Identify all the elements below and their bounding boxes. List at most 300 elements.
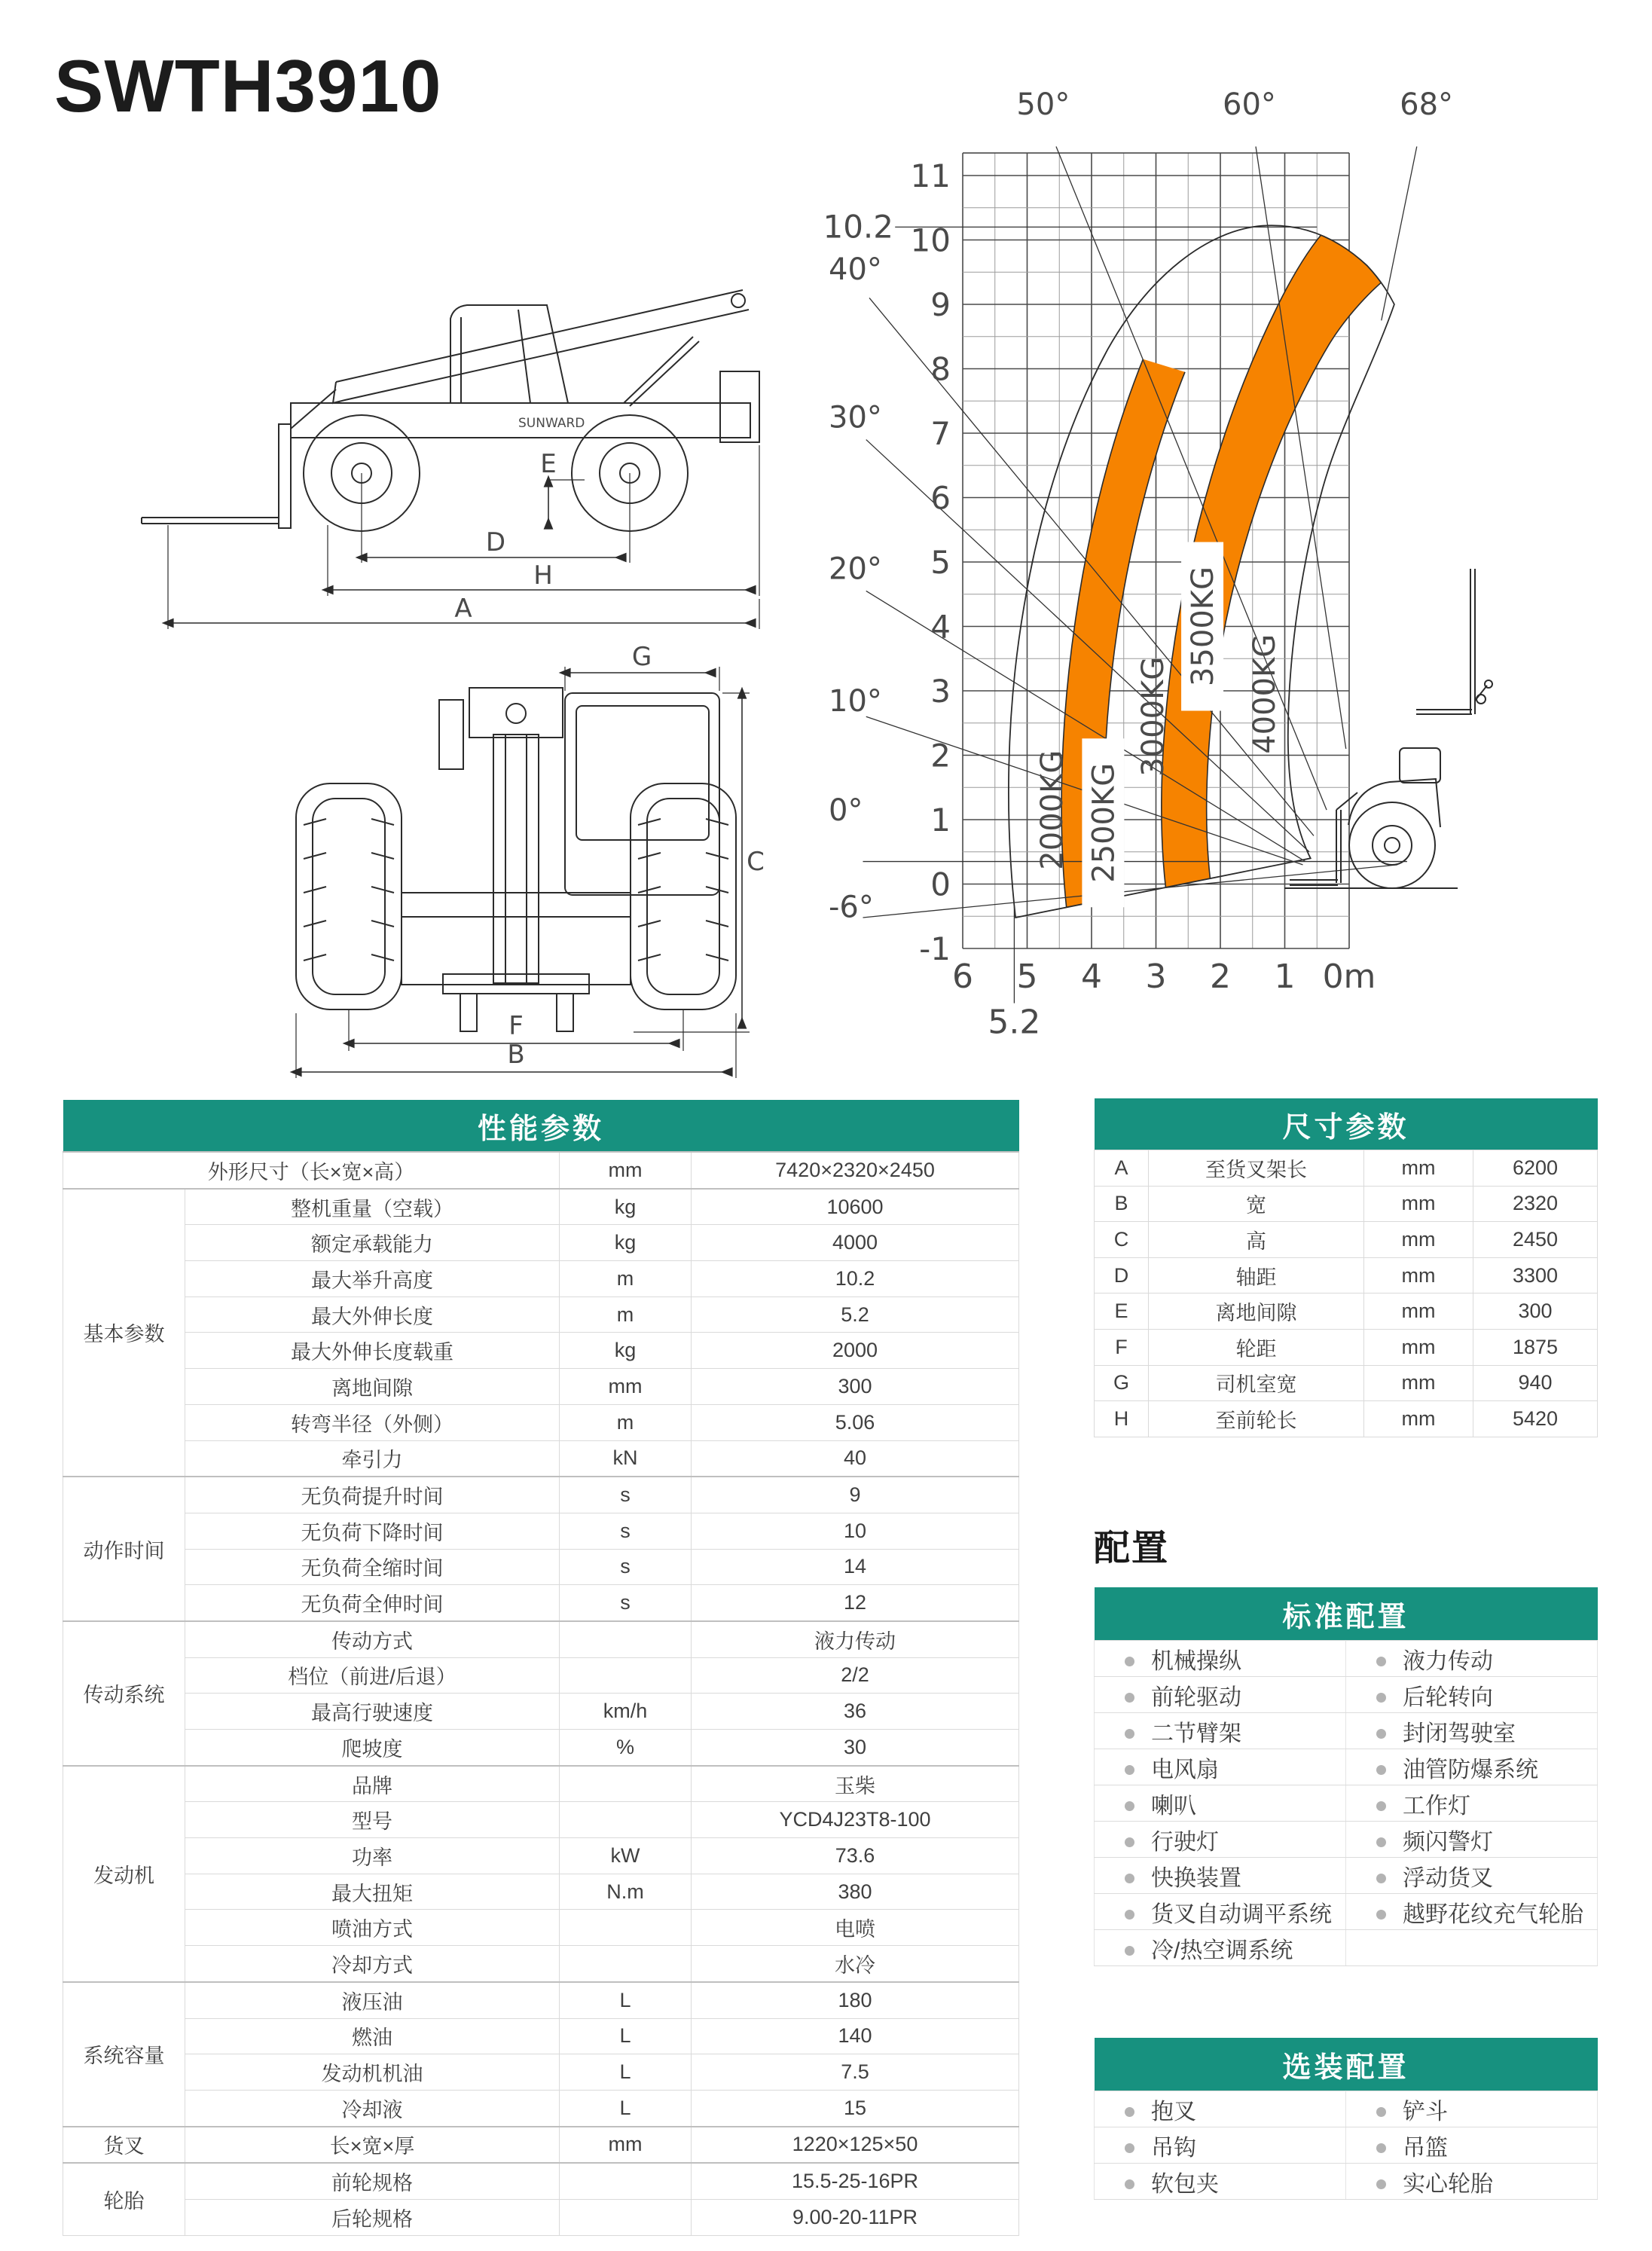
config-item-label: 软包夹 [1151, 2171, 1219, 2197]
param-value: 玉柴 [692, 1766, 1019, 1802]
param-name: 长×宽×厚 [185, 2127, 560, 2164]
dim-letter: E [1095, 1293, 1149, 1330]
bullet-icon [1125, 1910, 1134, 1920]
table-row [63, 1766, 1019, 1802]
param-value: 15 [692, 2090, 1019, 2126]
side-view-drawing [96, 177, 774, 637]
param-value: 水冷 [692, 1946, 1019, 1982]
config-item [1095, 2164, 1346, 2200]
fork-icon [1416, 569, 1492, 714]
config-item [1095, 2091, 1346, 2127]
param-unit: mm [560, 1369, 692, 1405]
bullet-icon [1125, 2107, 1134, 2117]
table-row [63, 1477, 1019, 1513]
config-item [1346, 2164, 1598, 2200]
config-item [1346, 1894, 1598, 1930]
dim-letter: B [1095, 1186, 1149, 1222]
dim-name: 离地间隙 [1149, 1293, 1364, 1330]
param-value: 380 [692, 1874, 1019, 1910]
table-row [63, 1297, 1019, 1333]
zone-label: 2500KG [1086, 762, 1122, 883]
angle-label: 30° [829, 400, 882, 435]
optional-config-title: 选装配置 [1095, 2038, 1598, 2091]
dim-value: 5420 [1473, 1401, 1598, 1437]
config-item [1346, 1641, 1598, 1677]
dim-name: 司机室宽 [1149, 1365, 1364, 1401]
bullet-icon [1125, 1729, 1134, 1739]
param-value: 10.2 [692, 1261, 1019, 1297]
dim-label: E [540, 449, 557, 479]
dim-unit: mm [1364, 1365, 1473, 1401]
param-name: 无负荷下降时间 [185, 1513, 560, 1549]
table-row [63, 2127, 1019, 2164]
table-row [1095, 1150, 1598, 1187]
angle-label: 20° [829, 551, 882, 587]
param-unit [560, 1802, 692, 1838]
config-item-label: 吊篮 [1403, 2135, 1448, 2161]
dim-label: F [508, 1011, 524, 1041]
bullet-icon [1376, 2143, 1386, 2153]
y-tick-label: 1 [930, 802, 951, 838]
y-tick-label: -1 [919, 930, 951, 967]
param-unit: L [560, 2018, 692, 2054]
param-name: 品牌 [185, 1766, 560, 1802]
config-item [1346, 1749, 1598, 1785]
param-unit: m [560, 1404, 692, 1440]
param-name: 最大外伸长度载重 [185, 1333, 560, 1369]
performance-table-title: 性能参数 [63, 1100, 1019, 1152]
dim-name: 轮距 [1149, 1329, 1364, 1365]
dim-name: 高 [1149, 1222, 1364, 1258]
table-row [63, 2018, 1019, 2054]
angle-label: 68° [1400, 87, 1454, 122]
param-unit [560, 2163, 692, 2199]
param-value: 7420×2320×2450 [692, 1152, 1019, 1189]
param-name: 无负荷提升时间 [185, 1477, 560, 1513]
config-item-label: 频闪警灯 [1403, 1829, 1493, 1855]
chart-grid [963, 153, 1349, 948]
y-tick-label: 0 [930, 866, 951, 903]
table-row [63, 2199, 1019, 2235]
param-value: YCD4J23T8-100 [692, 1802, 1019, 1838]
dim-name: 宽 [1149, 1186, 1364, 1222]
dim-label: D [485, 527, 506, 557]
y-tick-label: 2 [930, 737, 951, 774]
param-unit: mm [560, 2127, 692, 2164]
param-value: 12 [692, 1585, 1019, 1621]
table-row [63, 2090, 1019, 2126]
x-tick-label: 3 [1145, 958, 1167, 996]
x-tick-label: 5 [1016, 958, 1038, 996]
group-label: 轮胎 [63, 2163, 185, 2235]
x-tick-label: 0m [1322, 958, 1376, 996]
table-row [1095, 1186, 1598, 1222]
dim-unit: mm [1364, 1293, 1473, 1330]
param-name: 前轮规格 [185, 2163, 560, 2199]
dim-name: 至前轮长 [1149, 1401, 1364, 1437]
config-item [1095, 1641, 1346, 1677]
max-reach-label: 5.2 [988, 1003, 1041, 1042]
param-name: 液压油 [185, 1982, 560, 2018]
brand-logo-text: SUNWARD [518, 416, 585, 431]
angle-label: 10° [829, 683, 882, 719]
optional-config-table [1094, 2038, 1598, 2200]
table-row [63, 1946, 1019, 1982]
config-item-label: 液力传动 [1403, 1648, 1493, 1674]
bullet-icon [1376, 1657, 1386, 1666]
table-row [1095, 2127, 1598, 2164]
param-value: 7.5 [692, 2054, 1019, 2091]
config-item-label: 机械操纵 [1151, 1648, 1241, 1674]
x-tick-label: 6 [952, 958, 973, 996]
param-value: 140 [692, 2018, 1019, 2054]
config-item [1346, 1858, 1598, 1894]
param-value: 30 [692, 1730, 1019, 1766]
param-unit: kg [560, 1189, 692, 1225]
dim-unit: mm [1364, 1329, 1473, 1365]
table-row [63, 1585, 1019, 1621]
table-row [63, 1369, 1019, 1405]
table-row [1095, 2091, 1598, 2127]
param-unit: kN [560, 1440, 692, 1477]
bullet-icon [1376, 2107, 1386, 2117]
param-name: 离地间隙 [185, 1369, 560, 1405]
param-unit: s [560, 1585, 692, 1621]
y-tick-label: 9 [930, 286, 951, 323]
config-item [1346, 1785, 1598, 1822]
param-unit: N.m [560, 1874, 692, 1910]
param-unit: % [560, 1730, 692, 1766]
x-tick-label: 1 [1274, 958, 1296, 996]
table-row [1095, 1222, 1598, 1258]
param-unit: s [560, 1477, 692, 1513]
x-tick-label: 2 [1210, 958, 1231, 996]
group-label: 货叉 [63, 2127, 185, 2164]
telehandler-side-outline [142, 290, 759, 629]
table-row [1095, 1677, 1598, 1713]
table-row [63, 1910, 1019, 1946]
config-item [1346, 1930, 1598, 1966]
param-value: 2/2 [692, 1657, 1019, 1694]
y-tick-label: 10 [910, 221, 951, 259]
dim-name: 轴距 [1149, 1257, 1364, 1293]
group-label: 发动机 [63, 1766, 185, 1982]
param-value: 300 [692, 1369, 1019, 1405]
param-value: 9 [692, 1477, 1019, 1513]
param-name: 冷却液 [185, 2090, 560, 2126]
param-name: 外形尺寸（长×宽×高） [63, 1152, 560, 1189]
dim-label: G [631, 644, 652, 672]
param-name: 最大外伸长度 [185, 1297, 560, 1333]
table-row [63, 1513, 1019, 1549]
dim-label: A [454, 594, 472, 624]
table-row [63, 1261, 1019, 1297]
dim-letter: H [1095, 1401, 1149, 1437]
table-row [1095, 1858, 1598, 1894]
config-item-label: 抱叉 [1151, 2099, 1196, 2124]
table-row [63, 1189, 1019, 1225]
bullet-icon [1125, 1946, 1134, 1956]
max-height-label: 10.2 [823, 208, 893, 246]
param-value: 2000 [692, 1333, 1019, 1369]
param-value: 9.00-20-11PR [692, 2199, 1019, 2235]
dim-letter: C [1095, 1222, 1149, 1258]
param-unit: km/h [560, 1694, 692, 1730]
x-tick-label: 4 [1081, 958, 1102, 996]
config-item-label: 货叉自动调平系统 [1151, 1901, 1332, 1927]
group-label: 传动系统 [63, 1621, 185, 1766]
param-unit: L [560, 1982, 692, 2018]
config-item-label: 前轮驱动 [1151, 1684, 1241, 1710]
config-item [1346, 1713, 1598, 1749]
bullet-icon [1125, 1765, 1134, 1775]
dim-name: 至货叉架长 [1149, 1150, 1364, 1187]
dim-letter: A [1095, 1150, 1149, 1187]
dim-value: 1875 [1473, 1329, 1598, 1365]
standard-config-table [1094, 1587, 1598, 1966]
param-unit [560, 1657, 692, 1694]
dim-letter: G [1095, 1365, 1149, 1401]
dim-letter: F [1095, 1329, 1149, 1365]
angle-label: 40° [829, 252, 882, 287]
param-name: 传动方式 [185, 1621, 560, 1657]
config-item [1346, 2127, 1598, 2164]
param-value: 73.6 [692, 1838, 1019, 1874]
table-row [63, 1152, 1019, 1189]
configuration-heading: 配置 [1094, 1529, 1170, 1568]
param-value: 1220×125×50 [692, 2127, 1019, 2164]
dim-value: 2320 [1473, 1186, 1598, 1222]
param-unit: s [560, 1549, 692, 1585]
bullet-icon [1125, 1874, 1134, 1883]
param-value: 10 [692, 1513, 1019, 1549]
param-value: 电喷 [692, 1910, 1019, 1946]
param-unit [560, 1946, 692, 1982]
table-row [63, 1333, 1019, 1369]
config-item [1346, 1822, 1598, 1858]
dim-value: 6200 [1473, 1150, 1598, 1187]
config-item [1095, 2127, 1346, 2164]
dimension-table [1094, 1098, 1598, 1437]
table-row [63, 1657, 1019, 1694]
param-name: 燃油 [185, 2018, 560, 2054]
table-row [63, 1982, 1019, 2018]
table-row [63, 1549, 1019, 1585]
param-name: 型号 [185, 1802, 560, 1838]
y-tick-label: 6 [930, 479, 951, 517]
param-name: 发动机机油 [185, 2054, 560, 2091]
bullet-icon [1125, 1837, 1134, 1847]
bullet-icon [1376, 1837, 1386, 1847]
table-row [1095, 1749, 1598, 1785]
table-row [63, 1874, 1019, 1910]
config-item [1095, 1858, 1346, 1894]
param-unit: s [560, 1513, 692, 1549]
dim-unit: mm [1364, 1222, 1473, 1258]
standard-config-title: 标准配置 [1095, 1587, 1598, 1641]
param-value: 4000 [692, 1225, 1019, 1261]
table-row [63, 2163, 1019, 2199]
dim-value: 2450 [1473, 1222, 1598, 1258]
dim-unit: mm [1364, 1401, 1473, 1437]
angle-label: 0° [829, 793, 863, 829]
group-label: 系统容量 [63, 1982, 185, 2127]
bullet-icon [1376, 1765, 1386, 1775]
config-item-label: 二节臂架 [1151, 1721, 1241, 1746]
y-tick-label: 3 [930, 673, 951, 710]
config-item [1095, 1749, 1346, 1785]
param-name: 最大扭矩 [185, 1874, 560, 1910]
table-row [63, 1838, 1019, 1874]
table-row [1095, 1641, 1598, 1677]
bullet-icon [1125, 2179, 1134, 2189]
dim-unit: mm [1364, 1257, 1473, 1293]
config-item-label: 行驶灯 [1151, 1829, 1219, 1855]
dim-value: 940 [1473, 1365, 1598, 1401]
table-row [1095, 1401, 1598, 1437]
load-chart [821, 68, 1652, 1055]
y-tick-label: 4 [930, 608, 951, 646]
param-unit: kg [560, 1225, 692, 1261]
param-value: 10600 [692, 1189, 1019, 1225]
config-item [1095, 1930, 1346, 1966]
performance-table [63, 1100, 1019, 2236]
dimension-table-title: 尺寸参数 [1095, 1098, 1598, 1150]
param-name: 喷油方式 [185, 1910, 560, 1946]
table-row [63, 1802, 1019, 1838]
dim-unit: mm [1364, 1186, 1473, 1222]
param-unit [560, 1910, 692, 1946]
param-unit: kW [560, 1838, 692, 1874]
bullet-icon [1376, 1801, 1386, 1811]
config-item-label: 吊钩 [1151, 2135, 1196, 2161]
bullet-icon [1376, 1729, 1386, 1739]
group-label: 基本参数 [63, 1189, 185, 1477]
front-view-drawing [267, 644, 765, 1081]
param-value: 36 [692, 1694, 1019, 1730]
param-name: 爬坡度 [185, 1730, 560, 1766]
config-item-label: 工作灯 [1403, 1793, 1470, 1819]
param-name: 最大举升高度 [185, 1261, 560, 1297]
config-item-label: 油管防爆系统 [1403, 1757, 1538, 1782]
config-item-label: 快换装置 [1151, 1865, 1241, 1891]
table-row [63, 2054, 1019, 2091]
dim-value: 300 [1473, 1293, 1598, 1330]
param-value: 液力传动 [692, 1621, 1019, 1657]
bullet-icon [1376, 1693, 1386, 1703]
param-name: 最高行驶速度 [185, 1694, 560, 1730]
zone-label: 3500KG [1186, 566, 1221, 687]
dim-label: B [507, 1040, 525, 1070]
param-value: 180 [692, 1982, 1019, 2018]
y-tick-label: 7 [930, 415, 951, 452]
zone-label: 2000KG [1034, 750, 1070, 870]
config-item [1346, 2091, 1598, 2127]
param-name: 冷却方式 [185, 1946, 560, 1982]
table-row [1095, 1257, 1598, 1293]
y-tick-label: 5 [930, 544, 951, 581]
param-unit: m [560, 1261, 692, 1297]
param-name: 后轮规格 [185, 2199, 560, 2235]
table-row [63, 1730, 1019, 1766]
dim-letter: D [1095, 1257, 1149, 1293]
config-item-label: 铲斗 [1403, 2099, 1448, 2124]
table-row [1095, 1713, 1598, 1749]
param-unit: L [560, 2054, 692, 2091]
dim-label: C [747, 847, 765, 877]
param-name: 档位（前进/后退） [185, 1657, 560, 1694]
bullet-icon [1376, 2179, 1386, 2189]
page-title: SWTH3910 [54, 44, 442, 127]
angle-label: 50° [1016, 87, 1070, 122]
config-item-label: 后轮转向 [1403, 1684, 1493, 1710]
table-row [1095, 1329, 1598, 1365]
param-value: 5.2 [692, 1297, 1019, 1333]
config-item-label: 实心轮胎 [1403, 2171, 1493, 2197]
y-tick-label: 11 [910, 157, 951, 194]
dim-value: 3300 [1473, 1257, 1598, 1293]
config-item-label: 喇叭 [1151, 1793, 1196, 1819]
table-row [1095, 1930, 1598, 1966]
angle-label: -6° [829, 890, 874, 925]
angle-line [1382, 147, 1417, 321]
config-item [1095, 1785, 1346, 1822]
config-item [1095, 1713, 1346, 1749]
param-name: 功率 [185, 1838, 560, 1874]
y-tick-label: 8 [930, 350, 951, 388]
dim-label: H [533, 560, 553, 591]
config-item-label: 越野花纹充气轮胎 [1403, 1901, 1583, 1927]
bullet-icon [1376, 1874, 1386, 1883]
table-row [63, 1694, 1019, 1730]
param-unit [560, 1621, 692, 1657]
param-name: 无负荷全伸时间 [185, 1585, 560, 1621]
table-row [1095, 1293, 1598, 1330]
table-row [1095, 1894, 1598, 1930]
group-label: 动作时间 [63, 1477, 185, 1621]
zone-label: 3000KG [1136, 656, 1171, 777]
table-row [1095, 1785, 1598, 1822]
bullet-icon [1125, 1693, 1134, 1703]
table-row [1095, 1365, 1598, 1401]
param-unit [560, 2199, 692, 2235]
config-item-label: 电风扇 [1151, 1757, 1219, 1782]
param-value: 5.06 [692, 1404, 1019, 1440]
bullet-icon [1376, 1910, 1386, 1920]
config-item [1095, 1894, 1346, 1930]
param-value: 40 [692, 1440, 1019, 1477]
angle-label: 60° [1223, 87, 1276, 122]
table-row [1095, 2164, 1598, 2200]
param-name: 整机重量（空载） [185, 1189, 560, 1225]
param-name: 牵引力 [185, 1440, 560, 1477]
config-item [1095, 1822, 1346, 1858]
config-item-label: 浮动货叉 [1403, 1865, 1493, 1891]
table-row [63, 1404, 1019, 1440]
table-row [63, 1621, 1019, 1657]
table-row [63, 1440, 1019, 1477]
param-unit [560, 1766, 692, 1802]
config-item-label: 封闭驾驶室 [1403, 1721, 1516, 1746]
table-row [1095, 1822, 1598, 1858]
param-unit: m [560, 1297, 692, 1333]
table-row [63, 1225, 1019, 1261]
zone-label: 4000KG [1247, 634, 1283, 754]
param-unit: kg [560, 1333, 692, 1369]
param-name: 无负荷全缩时间 [185, 1549, 560, 1585]
param-unit: mm [560, 1152, 692, 1189]
bullet-icon [1125, 2143, 1134, 2153]
